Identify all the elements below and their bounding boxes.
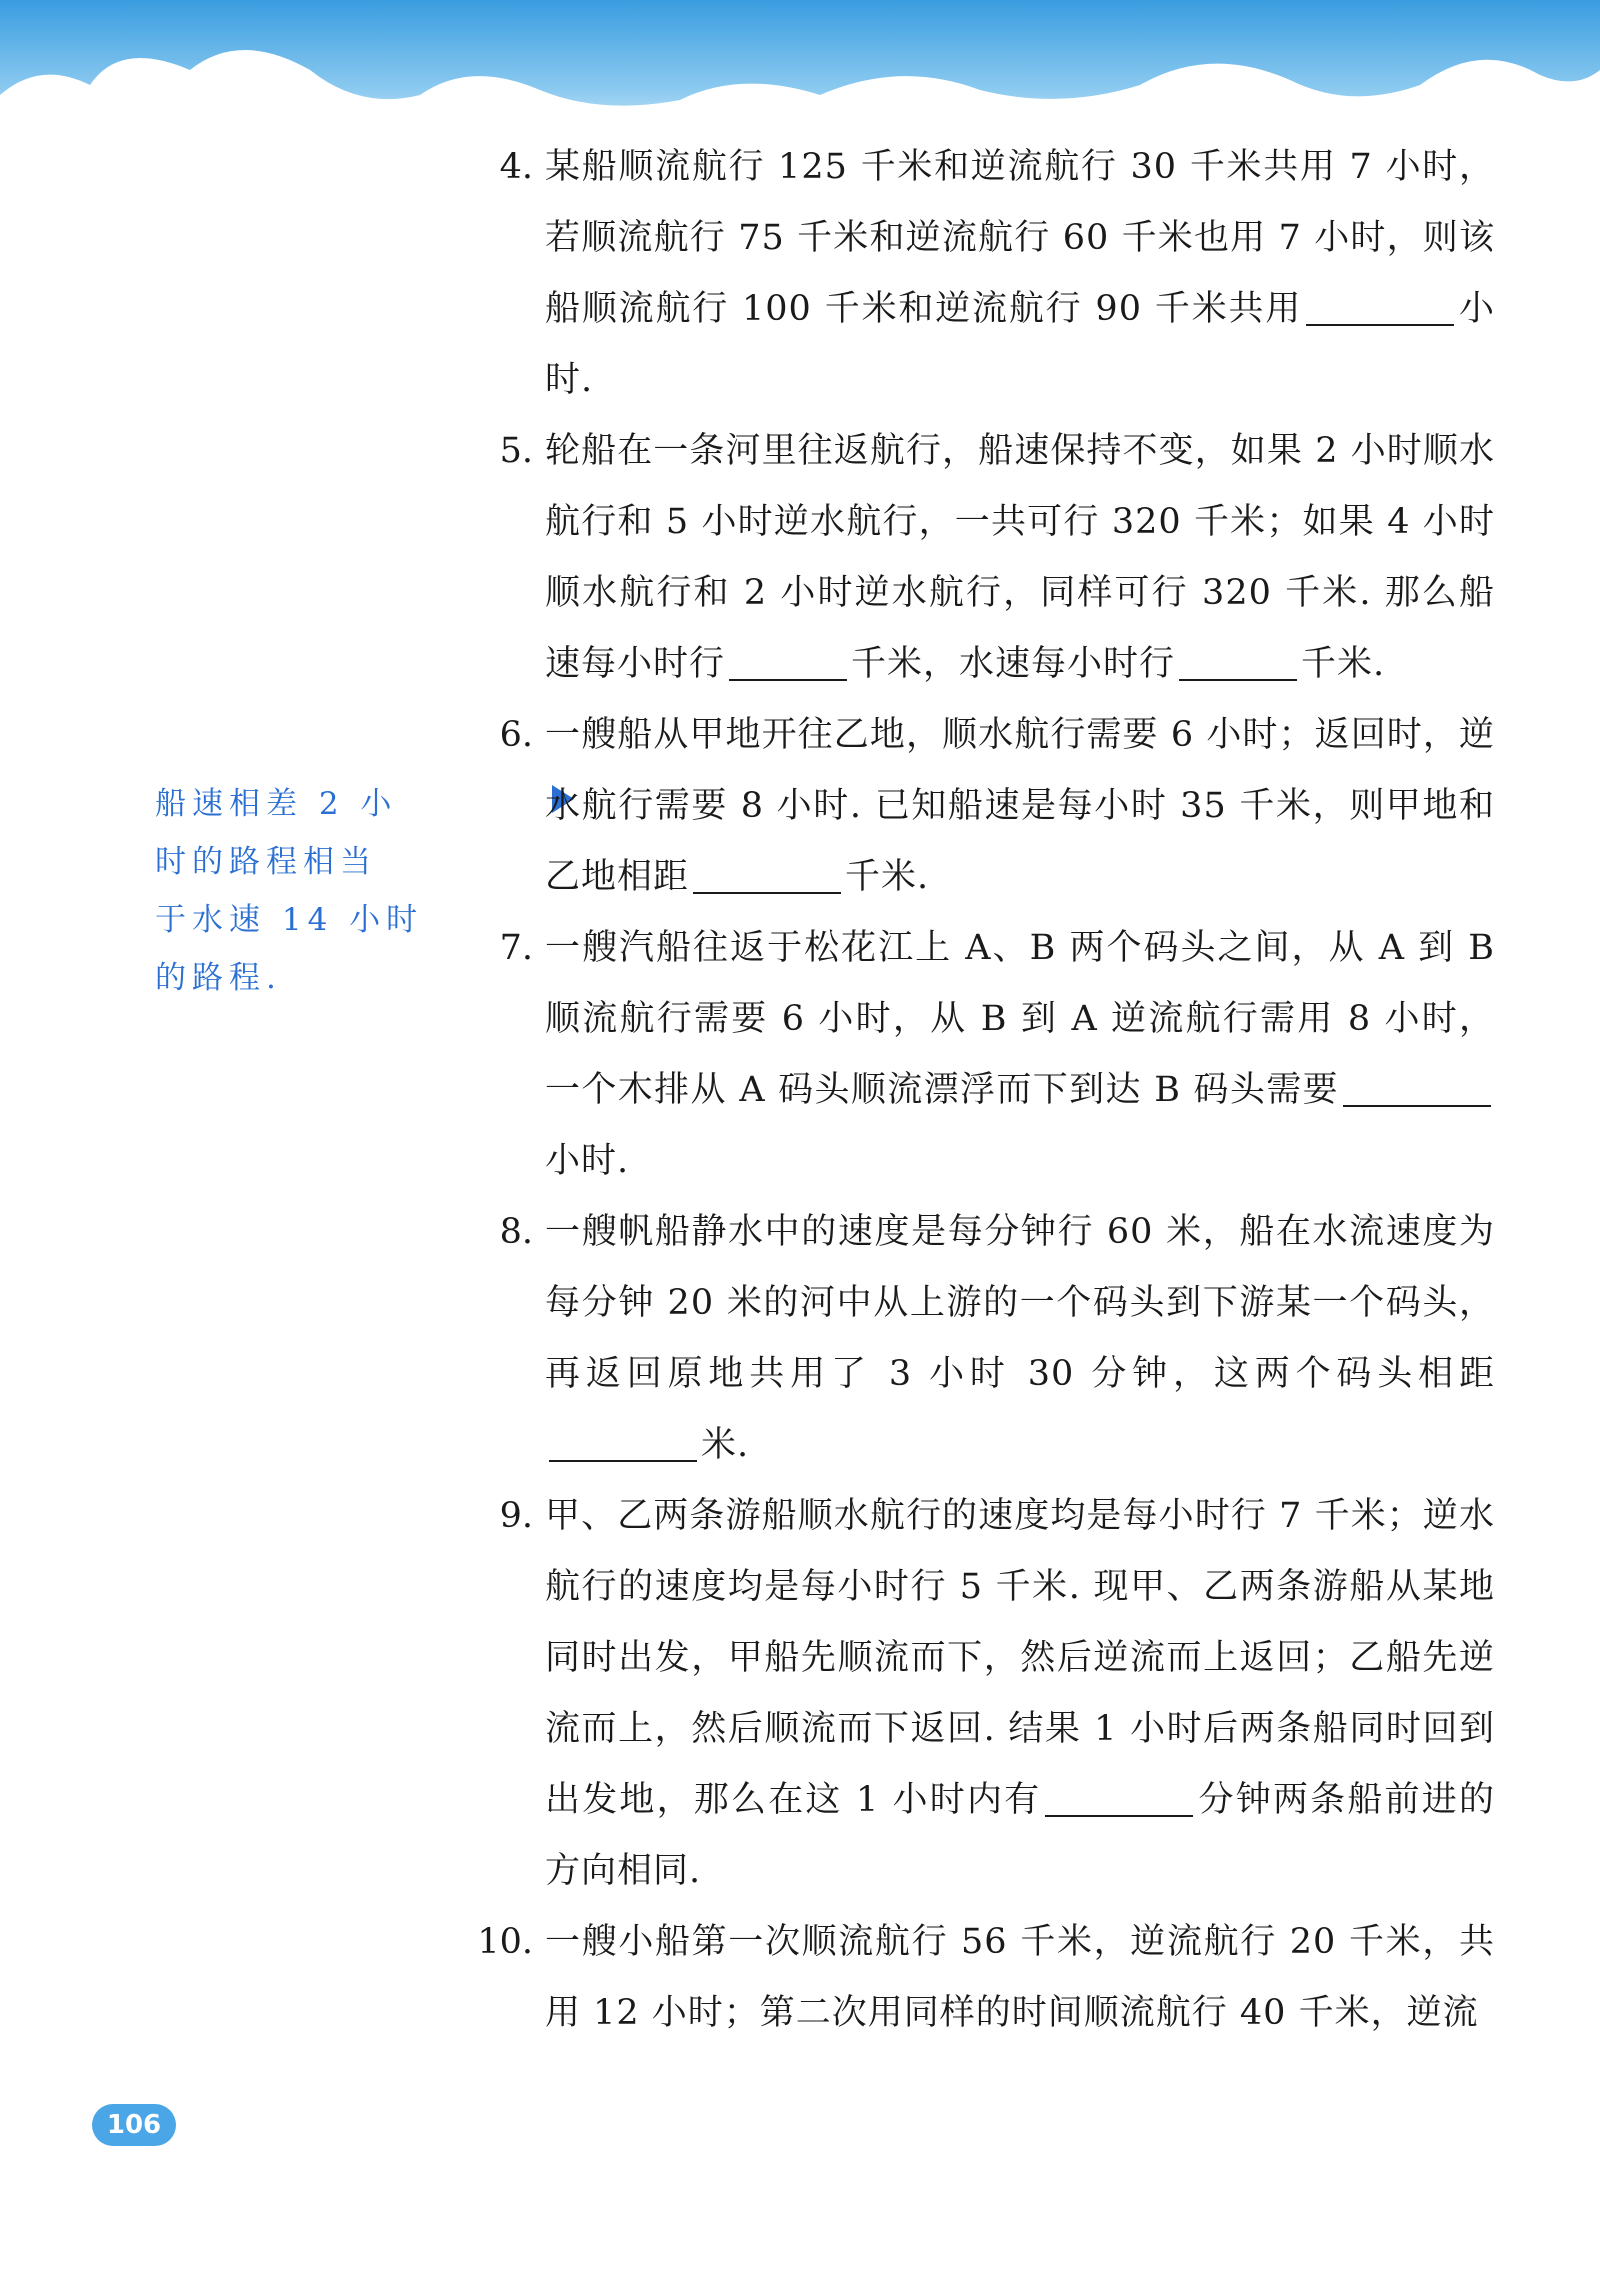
problem-text: 轮船在一条河里往返航行，船速保持不变，如果 2 小时顺水航行和 5 小时逆水航行，一共可行 320 千米；如果 4 小时顺水航行和 2 小时逆水航行，同样可行 320 千米. 那么船速每小时行 <box>545 431 1495 684</box>
problem-text: 分钟两条船前进的方向相同. <box>545 1780 1495 1891</box>
note-line-4: 的路程. <box>155 960 282 996</box>
answer-blank[interactable] <box>549 1426 697 1462</box>
problem-text: 千米. <box>845 857 930 897</box>
problem-text: 千米，水速每小时行 <box>851 644 1176 684</box>
problem-text: 一艘汽船往返于松花江上 A、B 两个码头之间，从 A 到 B 顺流航行需要 6 小时，从 B 到 A 逆流航行需用 8 小时，一个木排从 A 码头顺流漂浮而下到达 B 码头需要 <box>545 928 1495 1110</box>
problem-number: 10. <box>477 1922 533 1962</box>
sidebar-hint-note <box>155 775 425 1007</box>
answer-blank[interactable] <box>1045 1781 1193 1817</box>
problem-8 <box>475 1197 1495 1481</box>
problem-number: 9. <box>499 1496 533 1536</box>
problem-text: 某船顺流航行 125 千米和逆流航行 30 千米共用 7 小时，若顺流航行 75 千米和逆流航行 60 千米也用 7 小时，则该船顺流航行 100 千米和逆流航行 90 千米共用 <box>545 147 1495 329</box>
problem-5 <box>475 416 1495 700</box>
problem-text: 甲、乙两条游船顺水航行的速度均是每小时行 7 千米；逆水航行的速度均是每小时行 5 千米. 现甲、乙两条游船从某地同时出发，甲船先顺流而下，然后逆流而上返回；乙船先逆流而上，然后顺流而下返回. 结果 1 小时后两条船同时回到出发地，那么在这 1 小时内有 <box>545 1496 1495 1820</box>
problem-7 <box>475 913 1495 1197</box>
page-number: 106 <box>92 2104 176 2146</box>
answer-blank[interactable] <box>1179 645 1297 681</box>
problem-text: 一艘船从甲地开往乙地，顺水航行需要 6 小时；返回时，逆水航行需要 8 小时. 已知船速是每小时 35 千米，则甲地和乙地相距 <box>545 715 1495 897</box>
problem-number: 7. <box>499 928 533 968</box>
note-line-3: 于水速 14 小时 <box>155 902 424 938</box>
answer-blank[interactable] <box>729 645 847 681</box>
problem-number: 6. <box>499 715 533 755</box>
problem-text: 千米. <box>1301 644 1386 684</box>
note-line-2: 时的路程相当 <box>155 844 377 880</box>
problem-number: 8. <box>499 1212 533 1252</box>
header-sky-clouds <box>0 0 1600 150</box>
answer-blank[interactable] <box>1343 1071 1491 1107</box>
answer-blank[interactable] <box>1306 290 1454 326</box>
problem-list <box>475 132 1495 2049</box>
problem-text: 米. <box>701 1425 750 1465</box>
problem-text: 一艘帆船静水中的速度是每分钟行 60 米，船在水流速度为每分钟 20 米的河中从上游的一个码头到下游某一个码头，再返回原地共用了 3 小时 30 分钟，这两个码头相距 <box>545 1212 1495 1394</box>
problem-number: 4. <box>499 147 533 187</box>
answer-blank[interactable] <box>693 858 841 894</box>
problem-text: 小时. <box>545 289 1495 400</box>
problem-9 <box>475 1481 1495 1907</box>
problem-text: 小时. <box>545 1141 630 1181</box>
problem-number: 5. <box>499 431 533 471</box>
problem-text: 一艘小船第一次顺流航行 56 千米，逆流航行 20 千米，共用 12 小时；第二次用同样的时间顺流航行 40 千米，逆流 <box>545 1922 1495 2033</box>
problem-10 <box>475 1907 1495 2049</box>
problem-4 <box>475 132 1495 416</box>
problem-6 <box>475 700 1495 913</box>
note-line-1: 船速相差 2 小 <box>155 786 398 822</box>
